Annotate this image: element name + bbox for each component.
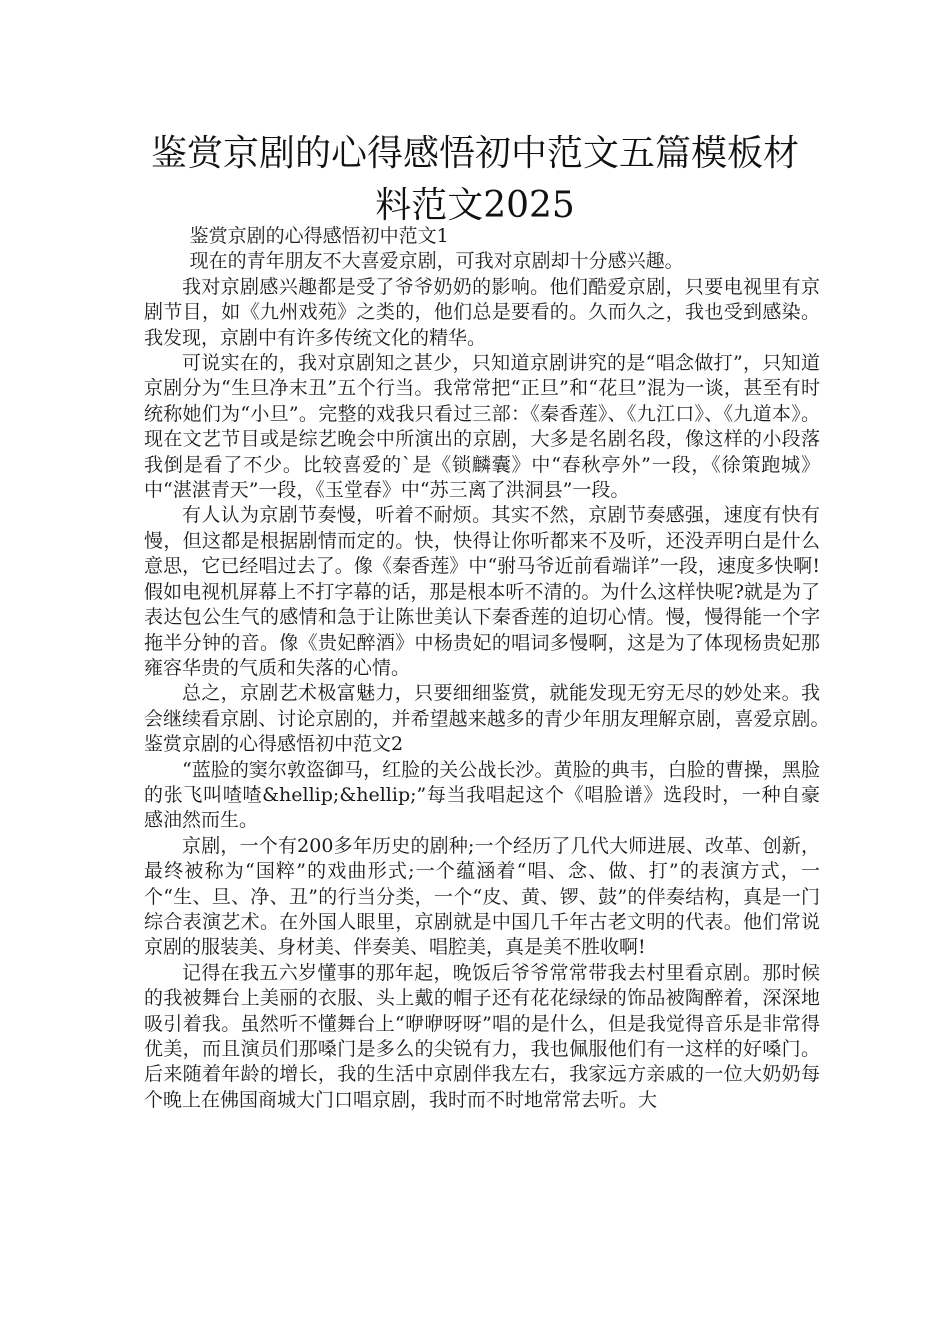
paragraph: 记得在我五六岁懂事的那年起，晚饭后爷爷常常带我去村里看京剧。那时候的我被舞台上美丽的衣服、头上戴的帽子还有花花绿绿的饰品被陶醉着，深深地吸引着我。虽然听不懂舞台上“咿咿呀呀”唱的是什么，但是我觉得音乐是非常得优美，而且演员们那嗓门是多么的尖锐有力，我也佩服他们有一这样的好嗓门。后来随着年龄的增长，我的生活中京剧伴我左右，我家远方亲戚的一位大奶奶每个晚上在佛国商城大门口唱京剧，我时而不时地常常去听。大 bbox=[144, 961, 820, 1111]
paragraph: “蓝脸的窦尔敦盗御马，红脸的关公战长沙。黄脸的典韦，白脸的曹操，黑脸的张飞叫喳喳&hellip;&hellip;”每当我唱起这个《唱脸谱》选段时，一种自豪感油然而生。 bbox=[144, 758, 820, 832]
paragraph: 我对京剧感兴趣都是受了爷爷奶奶的影响。他们酷爱京剧，只要电视里有京剧节目，如《九州戏苑》之类的，他们总是要看的。久而久之，我也受到感染。我发现，京剧中有许多传统文化的精华。 bbox=[144, 275, 820, 349]
paragraph: 现在的青年朋友不大喜爱京剧，可我对京剧却十分感兴趣。 bbox=[189, 250, 684, 273]
paragraph: 有人认为京剧节奏慢，听着不耐烦。其实不然，京剧节奏感强，速度有快有慢，但这都是根据剧情而定的。快，快得让你听都来不及听，还没弄明白是什么意思，它已经唱过去了。像《秦香莲》中“驸马爷近前看端详”一段，速度多快啊!假如电视机屏幕上不打字幕的话，那是根本听不清的。为什么这样快呢?就是为了表达包公生气的感情和急于让陈世美认下秦香莲的迫切心情。慢，慢得能一个字拖半分钟的音。像《贵妃醉酒》中杨贵妃的唱词多慢啊，这是为了体现杨贵妃那雍容华贵的气质和失落的心情。 bbox=[144, 504, 820, 679]
paragraph: 总之，京剧艺术极富魅力，只要细细鉴赏，就能发现无穷无尽的妙处来。我会继续看京剧、讨论京剧的，并希望越来越多的青少年朋友理解京剧，喜爱京剧。 鉴赏京剧的心得感悟初中范文2 bbox=[144, 682, 859, 756]
document-body bbox=[144, 224, 859, 1113]
document-title: 鉴赏京剧的心得感悟初中范文五篇模板材料范文2025 bbox=[150, 133, 799, 226]
paragraph: 京剧，一个有200多年历史的剧种;一个经历了几代大师进展、改革、创新，最终被称为“国粹”的戏曲形式;一个蕴涵着“唱、念、做、打”的表演方式，一个“生、旦、净、丑”的行当分类，一个“皮、黄、锣、鼓”的伴奏结构，真是一门综合表演艺术。在外国人眼里，京剧就是中国几千年古老文明的代表。他们常说京剧的服装美、身材美、伴奏美、唱腔美，真是美不胜收啊! bbox=[144, 834, 820, 959]
paragraph: 可说实在的，我对京剧知之甚少，只知道京剧讲究的是“唱念做打”，只知道京剧分为“生旦净末丑”五个行当。我常常把“正旦”和“花旦”混为一谈，甚至有时统称她们为“小旦”。完整的戏我只看过三部：《秦香莲》、《九江口》、《九道本》。现在文艺节目或是综艺晚会中所演出的京剧，大多是名剧名段，像这样的小段落我倒是看了不少。比较喜爱的`是《锁麟囊》中“春秋亭外”一段，《徐策跑城》中“湛湛青天”一段，《玉堂春》中“苏三离了洪洞县”一段。 bbox=[144, 352, 820, 502]
section-heading-1: 鉴赏京剧的心得感悟初中范文1 bbox=[189, 225, 449, 247]
